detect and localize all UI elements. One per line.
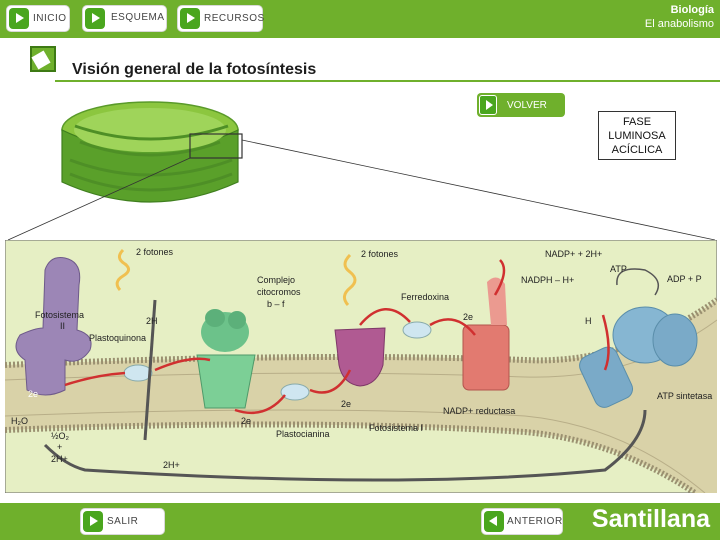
previous-button-label: ANTERIOR — [507, 516, 563, 527]
label-cyt-b: citocromos — [257, 287, 301, 297]
label-e-4: 2e — [463, 312, 474, 322]
label-adp: ADP + P — [667, 274, 702, 284]
label-plastocyanin: Plastocianina — [276, 429, 330, 439]
label-plus: + — [57, 442, 63, 452]
label-cyt-c: b – f — [267, 299, 285, 309]
resources-button[interactable] — [177, 5, 263, 32]
home-button[interactable] — [6, 5, 70, 32]
arrow-right-icon — [83, 511, 103, 532]
label-protons-2: 2H+ — [163, 460, 180, 470]
unit-name: El anabolismo — [644, 18, 714, 30]
home-button-label: INICIO — [33, 13, 67, 24]
thylakoid-diagram — [5, 240, 717, 493]
label-photons-2: 2 fotones — [361, 249, 399, 259]
arrow-right-icon — [85, 8, 105, 29]
publisher-logo: Santillana — [591, 505, 710, 533]
label-ps2-a: Fotosistema — [35, 310, 85, 320]
label-oxygen: ½O₂ — [51, 431, 69, 441]
back-button-label: VOLVER — [507, 100, 547, 111]
phase-line-2: LUMINOSA — [608, 130, 666, 142]
phase-line-3: ACÍCLICA — [611, 144, 663, 156]
arrow-left-icon — [484, 511, 504, 532]
label-e-1: 2e — [28, 389, 39, 399]
label-e-2: 2e — [241, 416, 252, 426]
label-ps1: Fotosistema I — [369, 423, 424, 433]
subject-info — [645, 3, 714, 31]
label-cyt-a: Complejo — [257, 275, 296, 285]
label-nadp-reductase: NADP+ reductasa — [443, 406, 516, 416]
outline-button[interactable] — [82, 5, 167, 32]
subject-name: Biología — [670, 4, 714, 16]
label-nadph: NADPH – H+ — [521, 275, 575, 285]
label-protons: 2H+ — [51, 454, 68, 464]
label-atp-synthase: ATP sintetasa — [657, 391, 713, 401]
label-e-3: 2e — [341, 399, 352, 409]
previous-button[interactable] — [481, 508, 563, 535]
phase-label-box — [598, 111, 676, 160]
outline-button-label: ESQUEMA — [111, 12, 165, 23]
label-atp: ATP — [610, 264, 627, 274]
label-ferredoxin: Ferredoxina — [401, 292, 450, 302]
chloroplast-illustration — [0, 82, 720, 242]
section-icon — [30, 46, 56, 72]
label-plastoquinone: Plastoquinona — [89, 333, 147, 343]
arrow-right-icon — [479, 95, 497, 115]
page-title: Visión general de la fotosíntesis — [72, 61, 317, 78]
exit-button-label: SALIR — [107, 516, 139, 527]
resources-button-label: RECURSOS — [204, 13, 265, 24]
phase-line-1: FASE — [622, 116, 652, 128]
arrow-right-icon — [9, 8, 29, 29]
back-button[interactable] — [477, 93, 565, 117]
arrow-right-icon — [180, 8, 200, 29]
label-water: H₂O — [11, 416, 28, 426]
label-h-plus: H — [585, 316, 592, 326]
label-2h: 2H — [146, 316, 158, 326]
label-ps2-b: II — [60, 321, 66, 331]
label-nadp-top: NADP+ + 2H+ — [545, 249, 603, 259]
exit-button[interactable] — [80, 508, 165, 535]
label-photons-1: 2 fotones — [136, 247, 174, 257]
